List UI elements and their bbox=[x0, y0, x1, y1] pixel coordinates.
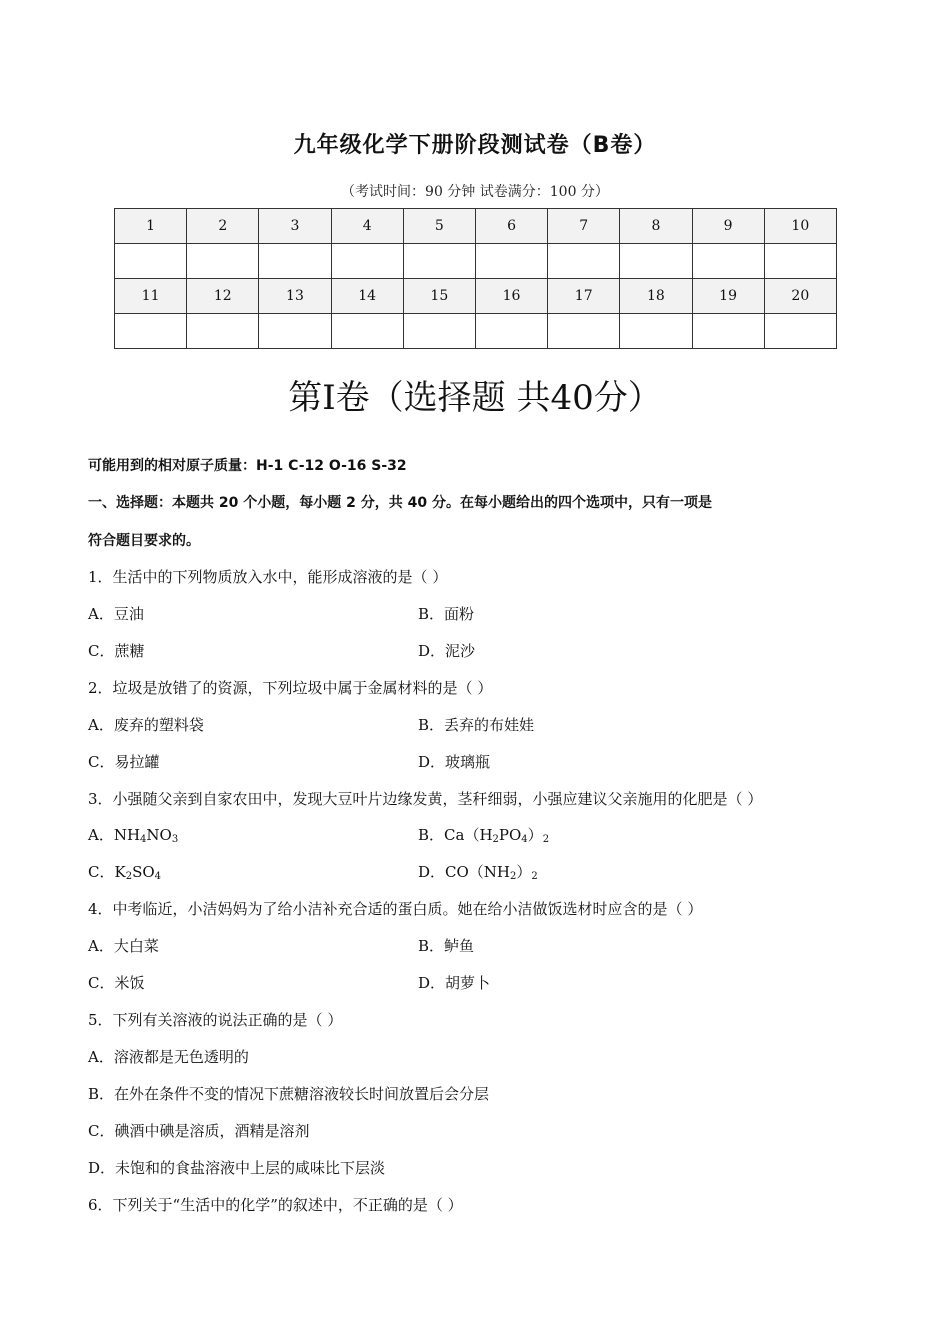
answer-cell[interactable] bbox=[475, 244, 547, 279]
exam-subtitle: （考试时间：90 分钟 试卷满分：100 分） bbox=[341, 184, 609, 200]
answer-grid-number: 16 bbox=[475, 279, 547, 314]
answer-grid-number: 14 bbox=[331, 279, 403, 314]
answer-grid-number: 1 bbox=[115, 209, 187, 244]
question-3-stem: 3．小强随父亲到自家农田中，发现大豆叶片边缘发黄，茎秆细弱，小强应建议父亲施用的化肥是（ ） bbox=[88, 790, 763, 808]
answer-grid-number: 5 bbox=[403, 209, 475, 244]
answer-cell[interactable] bbox=[764, 244, 836, 279]
answer-cell[interactable] bbox=[403, 314, 475, 349]
answer-cell[interactable] bbox=[187, 244, 259, 279]
answer-grid-number: 6 bbox=[475, 209, 547, 244]
answer-grid-number: 17 bbox=[548, 279, 620, 314]
question-5-option-c[interactable]: C．碘酒中碘是溶质，酒精是溶剂 bbox=[88, 1122, 310, 1140]
question-3-option-c[interactable]: C．$K_2SO_4$ bbox=[88, 863, 162, 882]
question-5-option-d[interactable]: D．未饱和的食盐溶液中上层的咸味比下层淡 bbox=[88, 1159, 386, 1177]
question-4-stem: 4．中考临近，小洁妈妈为了给小洁补充合适的蛋白质。她在给小洁做饭选材时应含的是（ ） bbox=[88, 900, 703, 918]
question-2-option-b[interactable]: B．丢弃的布娃娃 bbox=[418, 716, 535, 734]
answer-cell[interactable] bbox=[692, 244, 764, 279]
answer-cell[interactable] bbox=[692, 314, 764, 349]
answer-grid-number: 19 bbox=[692, 279, 764, 314]
answer-grid-number: 7 bbox=[548, 209, 620, 244]
question-4-option-a[interactable]: A．大白菜 bbox=[88, 937, 159, 955]
section-instruction-line1: 一、选择题：本题共 20 个小题，每小题 2 分，共 40 分。在每小题给出的四个选项中，只有一项是 bbox=[88, 495, 712, 511]
question-1-option-d[interactable]: D．泥沙 bbox=[418, 642, 476, 660]
answer-grid-number: 10 bbox=[764, 209, 836, 244]
answer-cell[interactable] bbox=[548, 244, 620, 279]
answer-cell[interactable] bbox=[548, 314, 620, 349]
question-1-option-c[interactable]: C．蔗糖 bbox=[88, 642, 145, 660]
answer-grid-number: 4 bbox=[331, 209, 403, 244]
question-1-option-a[interactable]: A．豆油 bbox=[88, 605, 144, 623]
question-2-option-d[interactable]: D．玻璃瓶 bbox=[418, 753, 491, 771]
atomic-mass-note: 可能用到的相对原子质量：H-1 C-12 O-16 S-32 bbox=[88, 458, 407, 474]
answer-cell[interactable] bbox=[115, 244, 187, 279]
answer-cell[interactable] bbox=[187, 314, 259, 349]
question-5-option-a[interactable]: A．溶液都是无色透明的 bbox=[88, 1048, 249, 1066]
section-instruction-line2: 符合题目要求的。 bbox=[88, 533, 200, 549]
answer-grid-number: 12 bbox=[187, 279, 259, 314]
answer-cell[interactable] bbox=[331, 244, 403, 279]
answer-cell[interactable] bbox=[620, 244, 692, 279]
question-5-option-b[interactable]: B．在外在条件不变的情况下蔗糖溶液较长时间放置后会分层 bbox=[88, 1085, 490, 1103]
question-2-option-a[interactable]: A．废弃的塑料袋 bbox=[88, 716, 204, 734]
question-4-option-c[interactable]: C．米饭 bbox=[88, 974, 145, 992]
answer-cell[interactable] bbox=[764, 314, 836, 349]
part-title: 第Ⅰ卷（选择题 共40分） bbox=[288, 378, 662, 418]
answer-cell[interactable] bbox=[475, 314, 547, 349]
question-1-option-b[interactable]: B．面粉 bbox=[418, 605, 475, 623]
answer-cell[interactable] bbox=[331, 314, 403, 349]
answer-grid-number: 9 bbox=[692, 209, 764, 244]
answer-grid-number: 15 bbox=[403, 279, 475, 314]
answer-grid-header-row bbox=[115, 209, 837, 244]
answer-grid-number: 18 bbox=[620, 279, 692, 314]
answer-grid-number: 20 bbox=[764, 279, 836, 314]
answer-grid-header-row bbox=[115, 279, 837, 314]
answer-grid bbox=[114, 208, 837, 349]
question-3-option-a[interactable]: A．$NH_4NO_3$ bbox=[88, 826, 179, 845]
question-2-stem: 2．垃圾是放错了的资源，下列垃圾中属于金属材料的是（ ） bbox=[88, 679, 493, 697]
answer-grid-number: 3 bbox=[259, 209, 331, 244]
answer-grid-number: 8 bbox=[620, 209, 692, 244]
question-5-stem: 5．下列有关溶液的说法正确的是（ ） bbox=[88, 1011, 343, 1029]
answer-cell[interactable] bbox=[403, 244, 475, 279]
answer-cell[interactable] bbox=[259, 244, 331, 279]
answer-grid-number: 2 bbox=[187, 209, 259, 244]
question-6-stem: 6．下列关于“生活中的化学”的叙述中，不正确的是（ ） bbox=[88, 1196, 463, 1214]
answer-grid-number: 11 bbox=[115, 279, 187, 314]
question-2-option-c[interactable]: C．易拉罐 bbox=[88, 753, 160, 771]
answer-grid-number: 13 bbox=[259, 279, 331, 314]
question-3-option-d[interactable]: D．$CO(NH_2)_2$ bbox=[418, 863, 538, 882]
answer-cell[interactable] bbox=[620, 314, 692, 349]
question-4-option-d[interactable]: D．胡萝卜 bbox=[418, 974, 491, 992]
answer-grid-blank-row bbox=[115, 314, 837, 349]
answer-grid-blank-row bbox=[115, 244, 837, 279]
exam-title: 九年级化学下册阶段测试卷（B卷） bbox=[293, 133, 657, 158]
question-3-option-b[interactable]: B．$Ca(H_2PO_4)_2$ bbox=[418, 826, 550, 845]
question-1-stem: 1．生活中的下列物质放入水中，能形成溶液的是（ ） bbox=[88, 568, 448, 586]
answer-cell[interactable] bbox=[259, 314, 331, 349]
answer-cell[interactable] bbox=[115, 314, 187, 349]
question-4-option-b[interactable]: B．鲈鱼 bbox=[418, 937, 475, 955]
